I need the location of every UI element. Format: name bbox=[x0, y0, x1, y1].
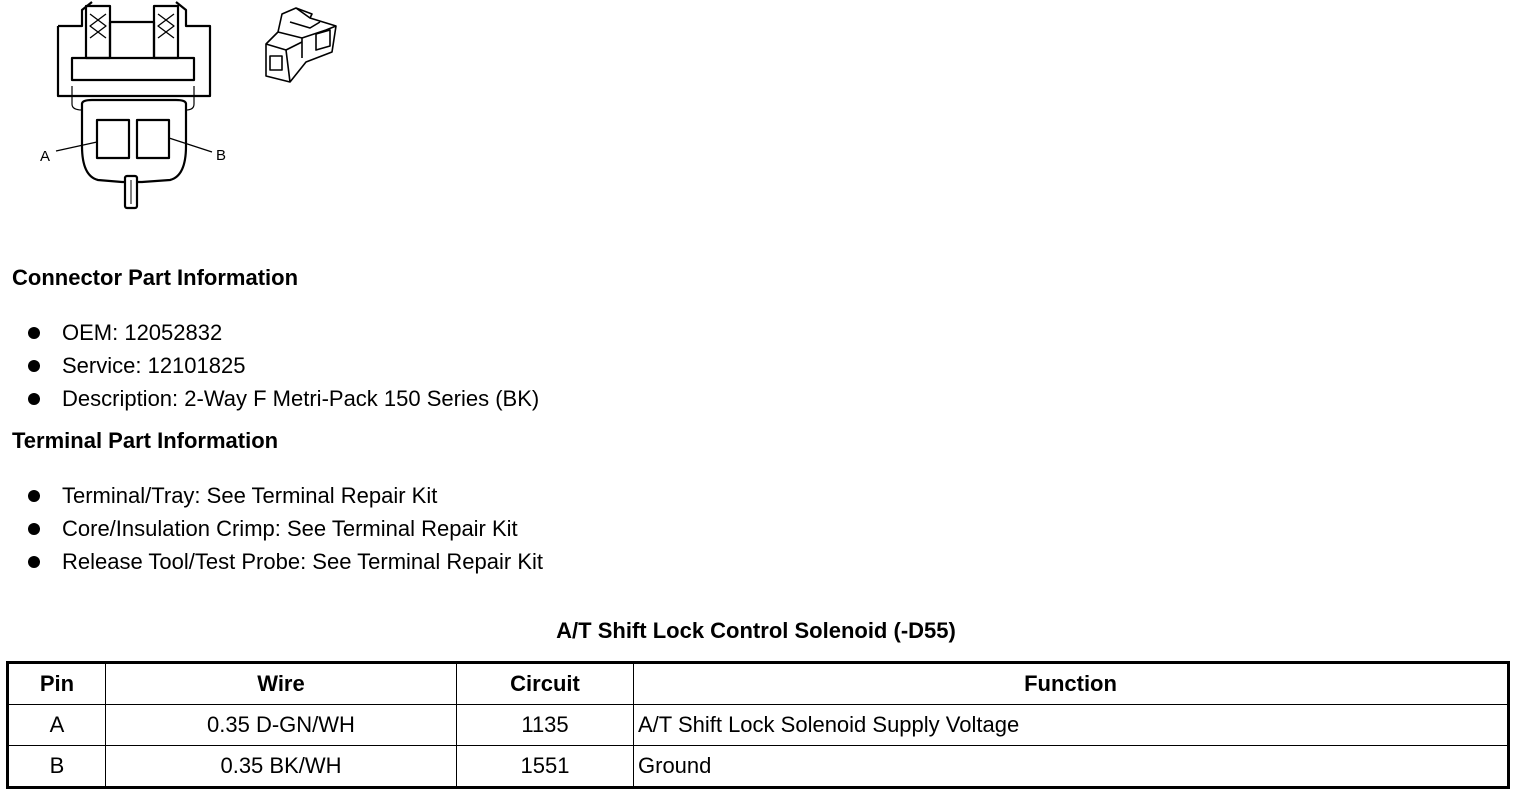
pin-label-b: B bbox=[216, 147, 227, 164]
cell-pin: B bbox=[8, 746, 106, 788]
header-wire: Wire bbox=[106, 663, 457, 705]
list-item: Terminal/Tray: See Terminal Repair Kit bbox=[28, 479, 543, 512]
connector-housing bbox=[58, 2, 210, 96]
bullet-icon bbox=[28, 556, 40, 568]
cell-function: Ground bbox=[634, 746, 1509, 788]
connector-isometric-icon bbox=[266, 8, 336, 82]
connector-info-heading: Connector Part Information bbox=[12, 265, 299, 290]
pinout-table bbox=[6, 661, 1510, 789]
bullet-icon bbox=[28, 393, 40, 405]
list-item: Service: 12101825 bbox=[28, 349, 539, 382]
bullet-icon bbox=[28, 327, 40, 339]
connector-diagram bbox=[0, 0, 360, 220]
terminal-info-list bbox=[28, 479, 543, 578]
cell-circuit: 1551 bbox=[457, 746, 634, 788]
pin-label-a: A bbox=[40, 148, 51, 165]
housing-band bbox=[72, 58, 194, 80]
table-title: A/T Shift Lock Control Solenoid (-D55) bbox=[556, 618, 956, 643]
cell-function: A/T Shift Lock Solenoid Supply Voltage bbox=[634, 705, 1509, 746]
bullet-icon bbox=[28, 523, 40, 535]
bullet-icon bbox=[28, 360, 40, 372]
list-item: Description: 2-Way F Metri-Pack 150 Series (BK) bbox=[28, 382, 539, 415]
cell-circuit: 1135 bbox=[457, 705, 634, 746]
cell-pin: A bbox=[8, 705, 106, 746]
table-header-row bbox=[8, 663, 1509, 705]
terminal-info-heading: Terminal Part Information bbox=[12, 428, 279, 453]
list-item: Release Tool/Test Probe: See Terminal Repair Kit bbox=[28, 545, 543, 578]
header-circuit: Circuit bbox=[457, 663, 634, 705]
connector-info-list bbox=[28, 316, 539, 415]
cavity-a bbox=[97, 120, 129, 158]
list-item: Core/Insulation Crimp: See Terminal Repair Kit bbox=[28, 512, 543, 545]
header-function: Function bbox=[634, 663, 1509, 705]
table-row bbox=[8, 705, 1509, 746]
bullet-icon bbox=[28, 490, 40, 502]
cavity-b bbox=[137, 120, 169, 158]
header-pin: Pin bbox=[8, 663, 106, 705]
cell-wire: 0.35 D-GN/WH bbox=[106, 705, 457, 746]
list-item: OEM: 12052832 bbox=[28, 316, 539, 349]
cell-wire: 0.35 BK/WH bbox=[106, 746, 457, 788]
table-row bbox=[8, 746, 1509, 788]
